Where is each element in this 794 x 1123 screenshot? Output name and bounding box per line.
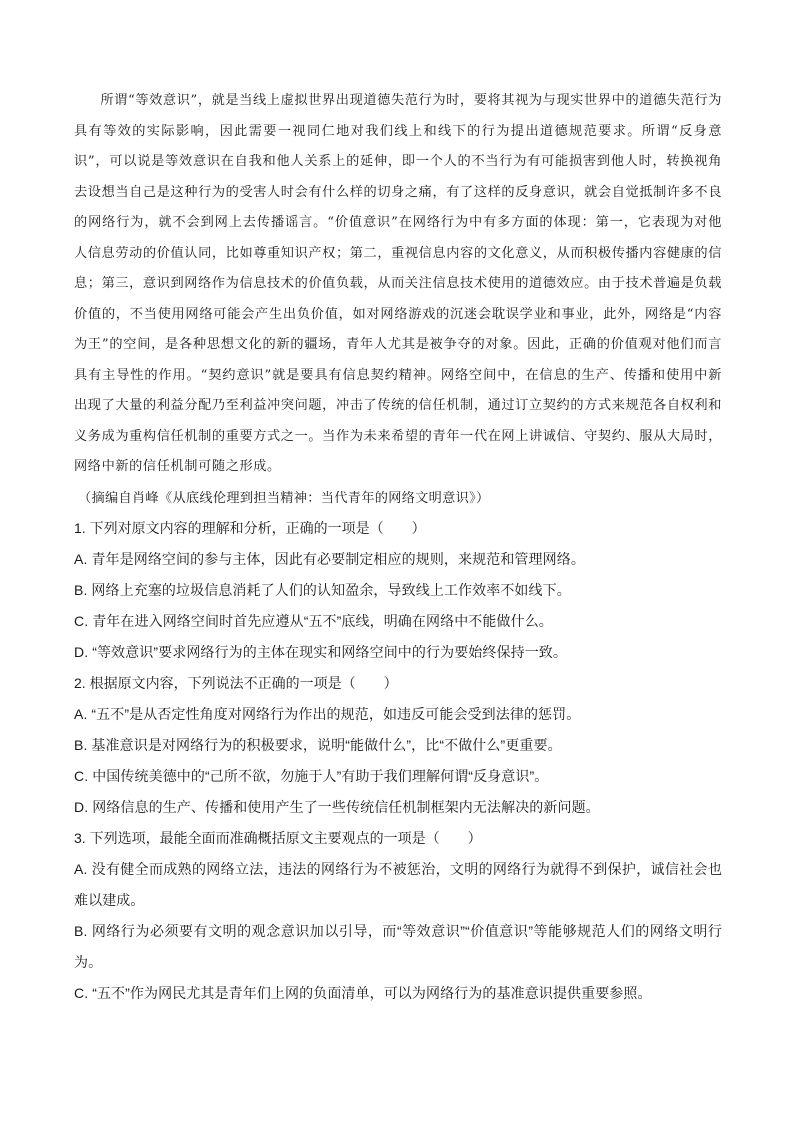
option-a: A. 青年是网络空间的参与主体，因此有必要制定相应的规则，来规范和管理网络。: [74, 550, 585, 567]
question-3: [74, 823, 722, 1009]
question-stem: 1. 下列对原文内容的理解和分析，正确的一项是（ ）: [74, 519, 426, 536]
source-citation: （摘编自肖峰《从底线伦理到担当精神：当代青年的网络文明意识》）: [78, 490, 490, 506]
option-c: C. 青年在进入网络空间时首先应遵从“五不”底线，明确在网络中不能做什么。: [74, 612, 553, 629]
option-a: A. “五不”是从否定性角度对网络行为作出的规范，如违反可能会受到法律的惩罚。: [74, 705, 581, 722]
option-b: B. 基准意识是对网络行为的积极要求，说明“能做什么”，比“不做什么”更重要。: [74, 736, 562, 753]
passage-paragraph: 所谓“等效意识”，就是当线上虚拟世界出现道德失范行为时，要将其视为与现实世界中的道德失范行为具有等效的实际影响，因此需要一视同仁地对我们线上和线下的行为提出道德规范要求。所谓“反身意识”，可以说是等效意识在自我和他人关系上的延伸，即一个人的不当行为有可能损害到他人时，转换视角去设想当自己是这种行为的受害人时会有什么样的切身之痛，有了这样的反身意识，就会自觉抵制许多不良的网络行为，就不会到网上去传播谣言。“价值意识”在网络行为中有多方面的体现：第一，它表现为对他人信息劳动的价值认同，比如尊重知识产权；第二，重视信息内容的文化意义，从而积极传播内容健康的信息；第三，意识到网络作为信息技术的价值负载，从而关注信息技术使用的道德效应。由于技术普遍是负载价值的，不当使用网络可能会产生出负价值，如对网络游戏的沉迷会耽误学业和事业，此外，网络是“内容为王”的空间，是各种思想文化的新的疆场，青年人尤其是被争夺的对象。因此，正确的价值观对他们而言具有主导性的作用。“契约意识”就是要具有信息契约精神。网络空间中，在信息的生产、传播和使用中新出现了大量的利益分配乃至利益冲突问题，冲击了传统的信任机制，通过订立契约的方式来规范各自权利和义务成为重构信任机制的重要方式之一。当作为未来希望的青年一代在网上讲诚信、守契约、服从大局时，网络中新的信任机制可随之形成。: [74, 93, 723, 474]
question-stem: 3. 下列选项，最能全面而准确概括原文主要观点的一项是（ ）: [74, 829, 482, 846]
option-d: D. “等效意识”要求网络行为的主体在现实和网络空间中的行为要始终保持一致。: [74, 643, 568, 660]
option-d: D. 网络信息的生产、传播和使用产生了一些传统信任机制框架内无法解决的新问题。: [74, 798, 600, 815]
option-c: C. “五不”作为网民尤其是青年们上网的负面清单，可以为网络行为的基准意识提供重要参照。: [74, 984, 652, 1001]
option-a: A. 没有健全而成熟的网络立法，违法的网络行为不被惩治，文明的网络行为就得不到保护，诚信社会也难以建成。: [74, 860, 722, 908]
document-page: [74, 86, 722, 1009]
option-b: B. 网络行为必须要有文明的观念意识加以引导，而“等效意识”“价值意识”等能够规范人们的网络文明行为。: [74, 922, 722, 970]
question-2: [74, 668, 722, 823]
question-1: [74, 513, 722, 668]
question-stem: 2. 根据原文内容，下列说法不正确的一项是（ ）: [74, 674, 398, 691]
option-b: B. 网络上充塞的垃圾信息消耗了人们的认知盈余，导致线上工作效率不如线下。: [74, 581, 571, 598]
option-c: C. 中国传统美德中的“己所不欲，勿施于人”有助于我们理解何谓“反身意识”。: [74, 767, 549, 784]
